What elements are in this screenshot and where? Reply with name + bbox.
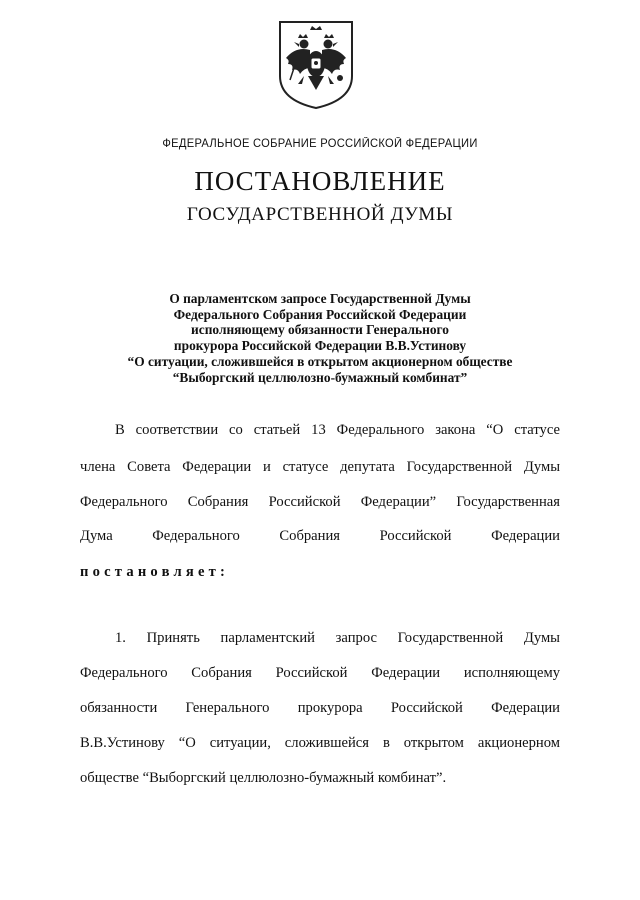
item-1-line: обществе “Выборгский целлюлозно-бумажный комбинат”. <box>80 770 447 786</box>
resolves-word: постановляет: <box>80 564 230 580</box>
russian-coat-of-arms-icon <box>274 18 358 110</box>
preamble-line: Дума Федерального Собрания Российской Федерации <box>80 528 560 544</box>
issuer-title: ГОСУДАРСТВЕННОЙ ДУМЫ <box>186 204 454 225</box>
subject-line: исполняющему обязанности Генерального <box>191 322 449 338</box>
subject-line: Федерального Собрания Российской Федерации <box>173 306 467 322</box>
preamble-line: Федерального Собрания Российской Федерации” Государственная <box>80 494 560 510</box>
subject-line: “Выборгский целлюлозно-бумажный комбинат” <box>172 369 468 385</box>
document-type-title: ПОСТАНОВЛЕНИЕ <box>194 166 446 196</box>
item-1-line: В.В.Устинову “О ситуации, сложившейся в открытом акционерном <box>80 735 560 751</box>
subject-line: О парламентском запросе Государственной Думы <box>169 291 471 306</box>
subject-line: прокурора Российской Федерации В.В.Устинову <box>173 338 467 354</box>
item-1-line: 1. Принять парламентский запрос Государственной Думы <box>115 630 560 646</box>
preamble-line: В соответствии со статьей 13 Федерального закона “О статусе <box>115 422 560 438</box>
organization-header: ФЕДЕРАЛЬНОЕ СОБРАНИЕ РОССИЙСКОЙ ФЕДЕРАЦИИ <box>162 138 478 150</box>
preamble-line: члена Совета Федерации и статусе депутата Государственной Думы <box>80 459 560 475</box>
item-1-line: обязанности Генерального прокурора Российской Федерации <box>80 700 560 716</box>
resolution-subject <box>0 291 640 385</box>
item-1-line: Федерального Собрания Российской Федерации исполняющему <box>80 665 560 681</box>
subject-line: “О ситуации, сложившейся в открытом акционерном обществе <box>127 353 513 369</box>
